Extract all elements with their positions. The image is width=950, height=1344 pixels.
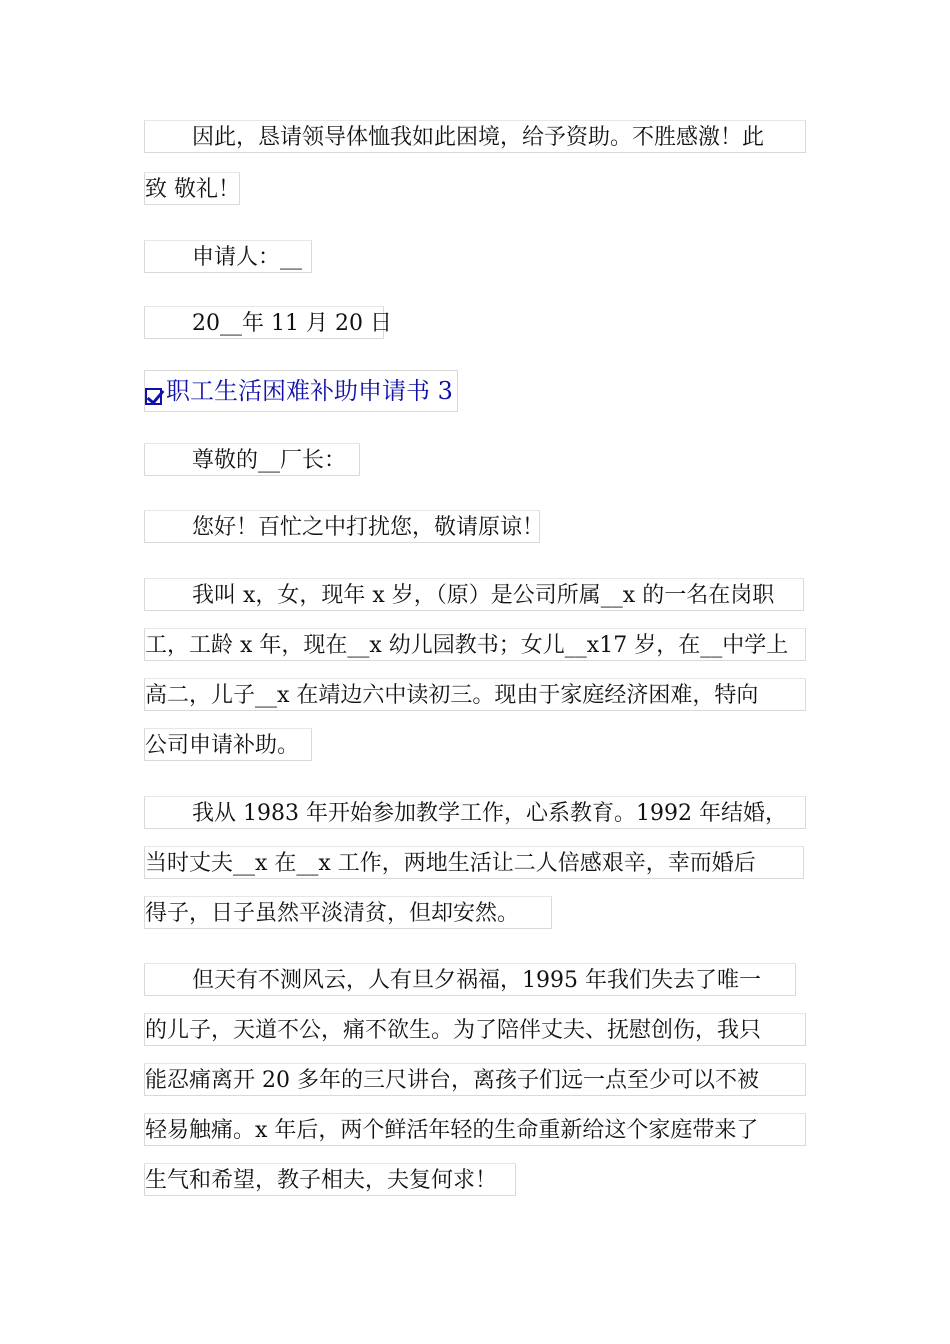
para3-line-1: 但天有不测风云，人有旦夕祸福，1995 年我们失去了唯一 xyxy=(144,963,796,996)
para3-line-3: 能忍痛离开 20 多年的三尺讲台，离孩子们远一点至少可以不被 xyxy=(144,1063,806,1096)
closing-line-2: 致 敬礼！ xyxy=(144,172,240,205)
applicant-line: 申请人：__ xyxy=(144,240,312,273)
para2-line-1: 我从 1983 年开始参加教学工作，心系教育。1992 年结婚， xyxy=(144,796,806,829)
para3-line-5: 生气和希望，教子相夫，夫复何求！ xyxy=(144,1163,516,1196)
para1-line-4: 公司申请补助。 xyxy=(144,728,312,761)
salutation: 尊敬的__厂长： xyxy=(144,443,360,476)
para2-line-2: 当时丈夫__x 在__x 工作，两地生活让二人倍感艰辛，幸而婚后 xyxy=(144,846,804,879)
para2-line-3: 得子，日子虽然平淡清贫，但却安然。 xyxy=(144,896,552,929)
greeting: 您好！百忙之中打扰您，敬请原谅！ xyxy=(144,510,540,543)
para1-line-1: 我叫 x，女，现年 x 岁，（原）是公司所属__x 的一名在岗职 xyxy=(144,578,804,611)
section-heading xyxy=(144,370,458,412)
checkbox-checked-icon xyxy=(145,388,162,405)
section-heading-title: 职工生活困难补助申请书 3 xyxy=(166,377,453,405)
para3-line-2: 的儿子，天道不公，痛不欲生。为了陪伴丈夫、抚慰创伤，我只 xyxy=(144,1013,806,1046)
closing-line-1: 因此，恳请领导体恤我如此困境，给予资助。不胜感激！此 xyxy=(144,120,806,153)
para3-line-4: 轻易触痛。x 年后，两个鲜活年轻的生命重新给这个家庭带来了 xyxy=(144,1113,806,1146)
date-line: 20__年 11 月 20 日 xyxy=(144,306,384,339)
para1-line-2: 工，工龄 x 年，现在__x 幼儿园教书；女儿__x17 岁，在__中学上 xyxy=(144,628,806,661)
para1-line-3: 高二，儿子__x 在靖边六中读初三。现由于家庭经济困难，特向 xyxy=(144,678,806,711)
